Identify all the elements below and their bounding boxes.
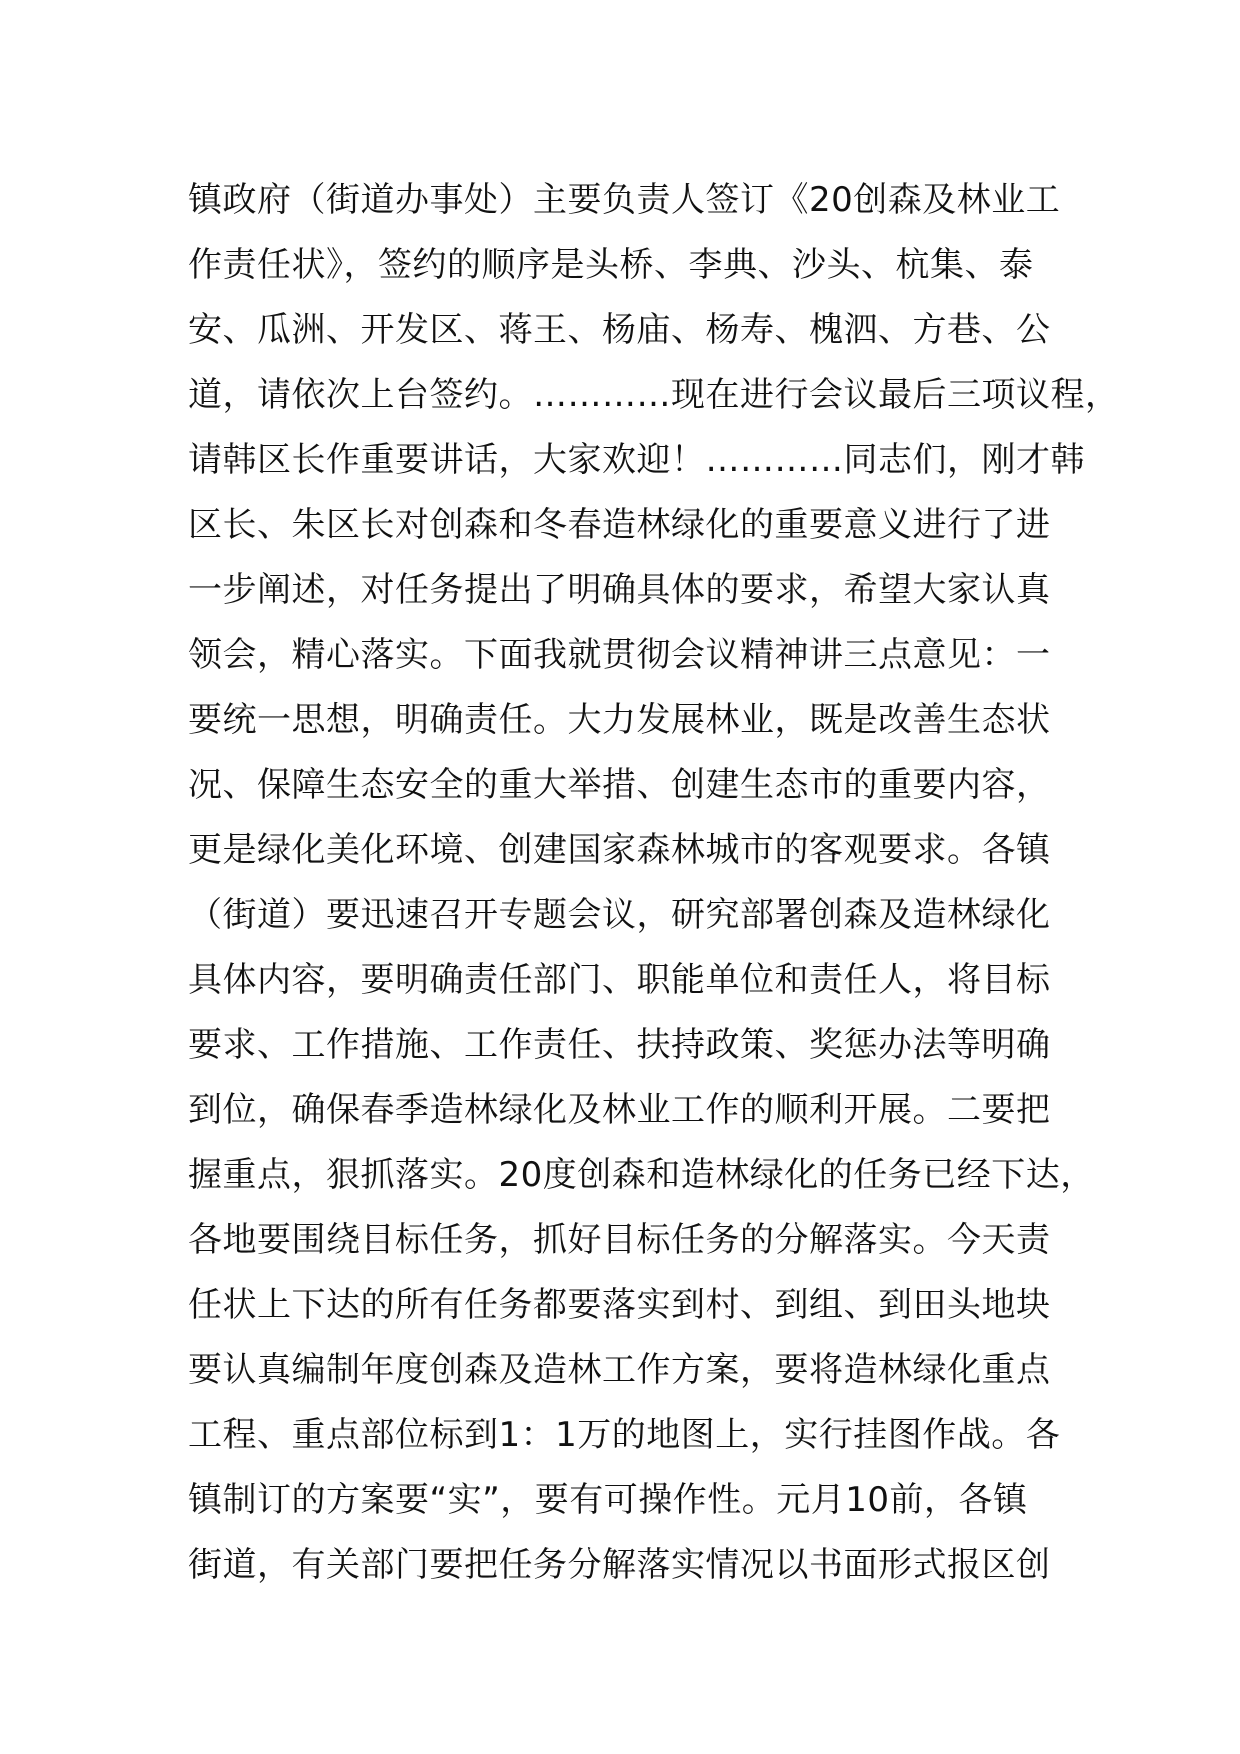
text-line: 区长、朱区长对创森和冬春造林绿化的重要意义进行了进 [188, 505, 1051, 545]
text-line: 要认真编制年度创森及造林工作方案，要将造林绿化重点 [188, 1350, 1051, 1390]
text-line: 要统一思想，明确责任。大力发展林业，既是改善生态状 [188, 700, 1051, 740]
text-line: 街道，有关部门要把任务分解落实情况以书面形式报区创 [188, 1545, 1051, 1585]
text-line: 工程、重点部位标到1：1万的地图上，实行挂图作战。各 [188, 1415, 1061, 1455]
text-line: 领会，精心落实。下面我就贯彻会议精神讲三点意见：一 [188, 635, 1051, 675]
text-line: 请韩区长作重要讲话，大家欢迎！…………同志们，刚才韩 [188, 440, 1085, 480]
text-line: （街道）要迅速召开专题会议，研究部署创森及造林绿化 [188, 895, 1051, 935]
text-line: 各地要围绕目标任务，抓好目标任务的分解落实。今天责 [188, 1220, 1051, 1260]
text-line: 握重点，狠抓落实。20度创森和造林绿化的任务已经下达， [188, 1155, 1095, 1195]
text-line: 更是绿化美化环境、创建国家森林城市的客观要求。各镇 [188, 830, 1051, 870]
text-line: 到位，确保春季造林绿化及林业工作的顺利开展。二要把 [188, 1090, 1051, 1130]
text-line: 具体内容，要明确责任部门、职能单位和责任人，将目标 [188, 960, 1051, 1000]
text-line: 任状上下达的所有任务都要落实到村、到组、到田头地块 [188, 1285, 1051, 1325]
text-line: 镇制订的方案要“实”，要有可操作性。元月10前，各镇 [188, 1480, 1028, 1520]
text-line: 镇政府（街道办事处）主要负责人签订《20创森及林业工 [188, 180, 1061, 220]
text-line: 一步阐述，对任务提出了明确具体的要求，希望大家认真 [188, 570, 1051, 610]
body-paragraph [188, 168, 1120, 1598]
text-line: 作责任状》，签约的顺序是头桥、李典、沙头、杭集、泰 [188, 245, 1034, 285]
text-line: 安、瓜洲、开发区、蒋王、杨庙、杨寿、槐泗、方巷、公 [188, 310, 1051, 350]
text-line: 道，请依次上台签约。…………现在进行会议最后三项议程， [188, 375, 1120, 415]
text-line: 要求、工作措施、工作责任、扶持政策、奖惩办法等明确 [188, 1025, 1051, 1065]
text-line: 况、保障生态安全的重大举措、创建生态市的重要内容， [188, 765, 1051, 805]
